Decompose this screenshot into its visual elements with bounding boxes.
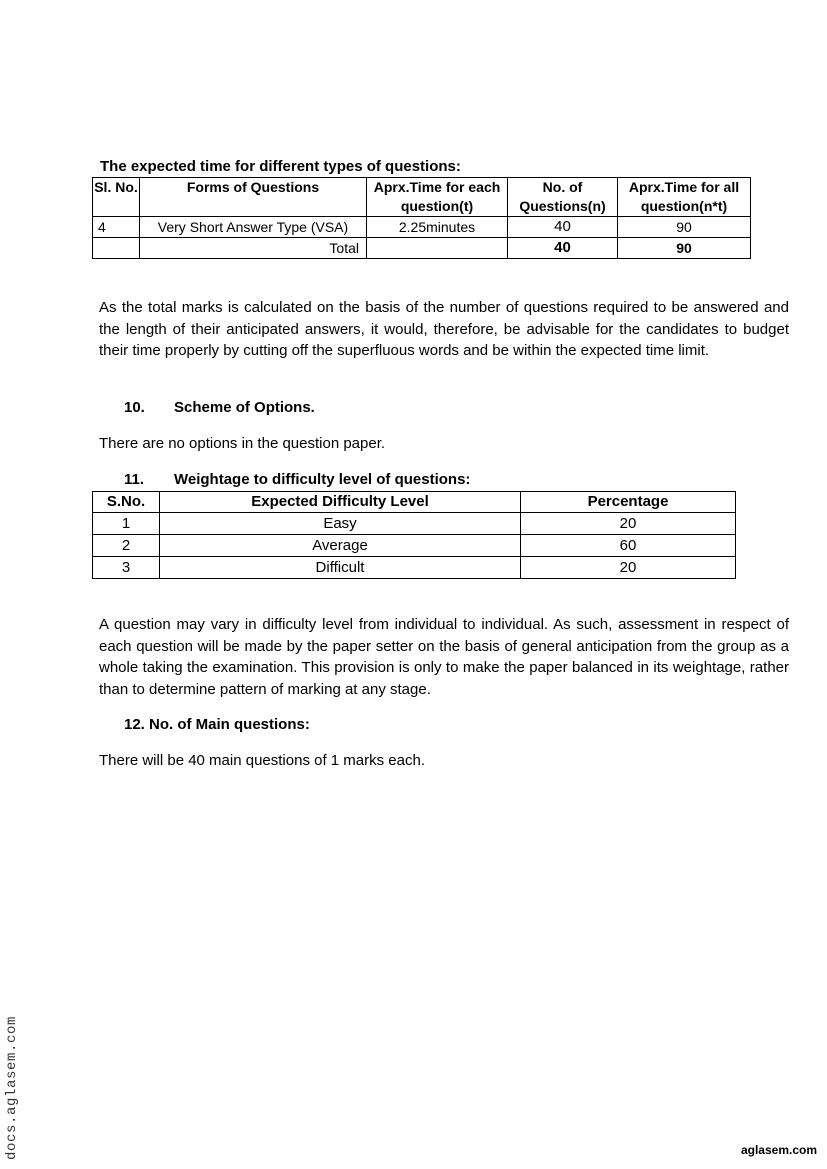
cell-sno: 1 [93, 513, 160, 535]
header-forms-of-questions: Forms of Questions [140, 178, 367, 217]
total-time: 90 [618, 238, 751, 259]
section-12-title: 12. No. of Main questions: [124, 716, 310, 733]
table-row [93, 557, 736, 579]
footer-brand: aglasem.com [740, 1143, 817, 1157]
section-10-title: Scheme of Options. [174, 399, 315, 416]
table-total-row [93, 238, 751, 259]
cell-time-each: 2.25minutes [367, 217, 508, 238]
total-label: Total [140, 238, 367, 259]
cell-sno: 3 [93, 557, 160, 579]
table-header-row [93, 178, 751, 217]
paragraph-difficulty-note: A question may vary in difficulty level from individual to individual. As such, assessment in respect of each question will be made by the paper setter on the basis of general anticipation from the group as a whole taking the examination. This provision is only to make the paper balanced in its weightage, rather than to determine pattern of marking at any stage. [99, 616, 789, 698]
section-11-number: 11. [124, 471, 145, 488]
expected-time-heading: The expected time for different types of questions: [100, 158, 461, 175]
header-no-of-questions: No. of Questions(n) [508, 178, 618, 217]
main-questions-text: There will be 40 main questions of 1 marks each. [99, 752, 425, 769]
difficulty-table [92, 491, 736, 579]
header-sno: S.No. [93, 492, 160, 513]
header-time-each: Aprx.Time for each question(t) [367, 178, 508, 217]
cell-empty [367, 238, 508, 259]
section-11-title: Weightage to difficulty level of questions: [174, 471, 471, 488]
header-time-all: Aprx.Time for all question(n*t) [618, 178, 751, 217]
table-row [93, 535, 736, 557]
cell-percentage: 20 [521, 557, 736, 579]
cell-sl-no: 4 [93, 217, 140, 238]
table-row [93, 217, 751, 238]
cell-no-of-questions: 40 [508, 217, 618, 238]
table-row [93, 513, 736, 535]
table-header-row [93, 492, 736, 513]
section-10-number: 10. [124, 399, 145, 416]
header-difficulty-level: Expected Difficulty Level [160, 492, 521, 513]
cell-level: Average [160, 535, 521, 557]
cell-empty [93, 238, 140, 259]
cell-time-all: 90 [618, 217, 751, 238]
cell-level: Easy [160, 513, 521, 535]
options-text: There are no options in the question paper. [99, 435, 386, 452]
expected-time-table [92, 177, 751, 259]
paragraph-time-budget: As the total marks is calculated on the basis of the number of questions required to be answered and the length of their anticipated answers, it would, therefore, be advisable for the candidates to budget their time properly by cutting off the superfluous words and be within the expected time limit. [99, 299, 789, 359]
cell-percentage: 20 [521, 513, 736, 535]
header-percentage: Percentage [521, 492, 736, 513]
total-questions: 40 [508, 238, 618, 259]
watermark-text: docs.aglasem.com [4, 1015, 20, 1160]
cell-percentage: 60 [521, 535, 736, 557]
cell-sno: 2 [93, 535, 160, 557]
cell-level: Difficult [160, 557, 521, 579]
cell-form: Very Short Answer Type (VSA) [140, 217, 367, 238]
header-sl-no: Sl. No. [93, 178, 140, 217]
